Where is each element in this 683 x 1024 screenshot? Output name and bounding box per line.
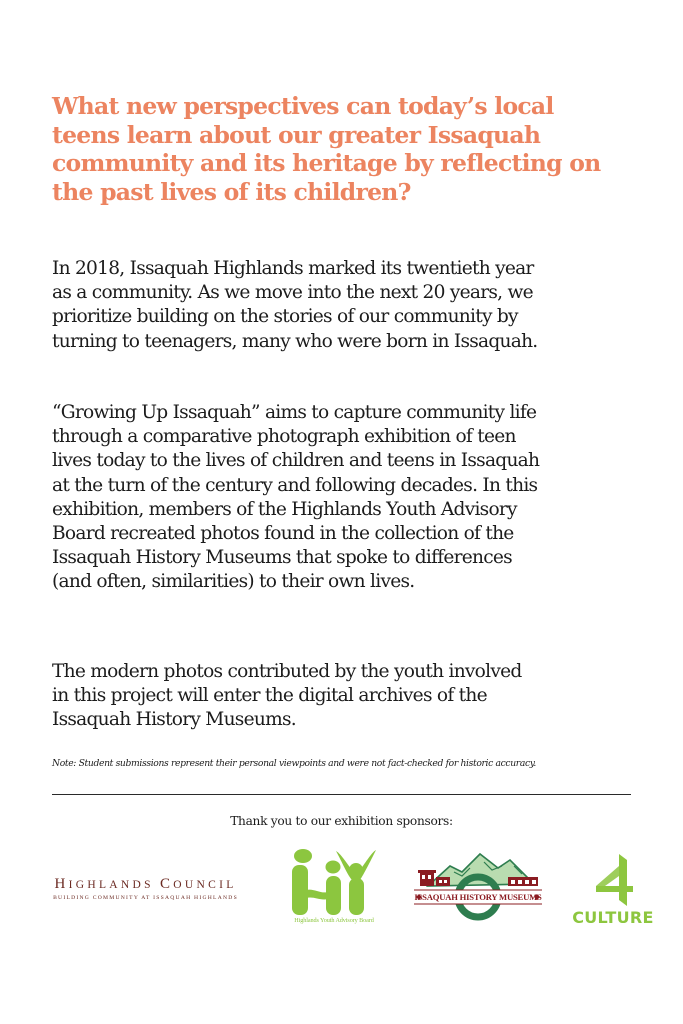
- wordmark-initial: C: [159, 876, 174, 892]
- panel-heading: [52, 92, 652, 206]
- paragraph-line: turning to teenagers, many who were born in Issaquah.: [52, 330, 538, 352]
- highlands-council-wordmark: [28, 876, 263, 894]
- intro-paragraph: [52, 257, 652, 354]
- paragraph-line: exhibition, members of the Highlands Youth Advisory: [52, 498, 517, 520]
- heading-line: community and its heritage by reflecting on: [52, 149, 601, 177]
- highlands-council-tagline: BUILDING COMMUNITY AT ISSAQUAH HIGHLANDS: [53, 895, 238, 901]
- hy-logo-caption: Highlands Youth Advisory Board: [294, 917, 374, 924]
- paragraph-line: at the turn of the century and following decades. In this: [52, 474, 538, 496]
- paragraph-line: The modern photos contributed by the youth involved: [52, 661, 522, 682]
- paragraph-line: through a comparative photograph exhibition of teen: [52, 426, 516, 448]
- sponsors-intro: Thank you to our exhibition sponsors:: [230, 814, 453, 828]
- heading-line: the past lives of its children?: [52, 177, 411, 206]
- 4culture-logo: [563, 852, 663, 928]
- ihm-banner-text: ISSAQUAH HISTORY MUSEUMS: [414, 892, 542, 902]
- wordmark-initial: H: [54, 876, 69, 892]
- four-mark-icon: [563, 852, 663, 908]
- issaquah-history-museums-logo: [410, 850, 546, 922]
- paragraph-line: Issaquah History Museums.: [52, 709, 296, 731]
- paragraph-line: Board recreated photos found in the collection of the: [52, 523, 514, 545]
- paragraph-line: In 2018, Issaquah Highlands marked its twentieth year: [52, 258, 534, 279]
- paragraph-line: in this project will enter the digital archives of the: [52, 685, 487, 707]
- heading-line: What new perspectives can today’s local: [52, 92, 554, 120]
- heading-line: teens learn about our greater Issaquah: [52, 120, 541, 149]
- paragraph-line: Issaquah History Museums that spoke to differences: [52, 547, 512, 569]
- exhibition-description-paragraph: [52, 401, 652, 595]
- paragraph-line: (and often, similarities) to their own lives.: [52, 571, 415, 593]
- archives-paragraph: [52, 660, 652, 733]
- 4culture-wordmark: CULTURE: [572, 908, 654, 927]
- section-divider: [52, 794, 631, 795]
- paragraph-line: prioritize building on the stories of our community by: [52, 306, 518, 328]
- paragraph-line: “Growing Up Issaquah” aims to capture community life: [52, 402, 537, 423]
- disclaimer-note: Note: Student submissions represent their personal viewpoints and were not fact-checked for historic accuracy.: [52, 758, 536, 769]
- wordmark-smallcaps: IGHLANDS: [68, 879, 160, 891]
- mountains-and-buildings-icon: [410, 850, 546, 922]
- wordmark-smallcaps: OUNCIL: [173, 879, 237, 891]
- highlands-youth-advisory-board-logo: [278, 848, 390, 928]
- highlands-council-logo: [28, 876, 263, 901]
- paragraph-line: lives today to the lives of children and teens in Issaquah: [52, 450, 540, 472]
- hy-figures-icon: [278, 848, 390, 916]
- paragraph-line: as a community. As we move into the next 20 years, we: [52, 282, 533, 304]
